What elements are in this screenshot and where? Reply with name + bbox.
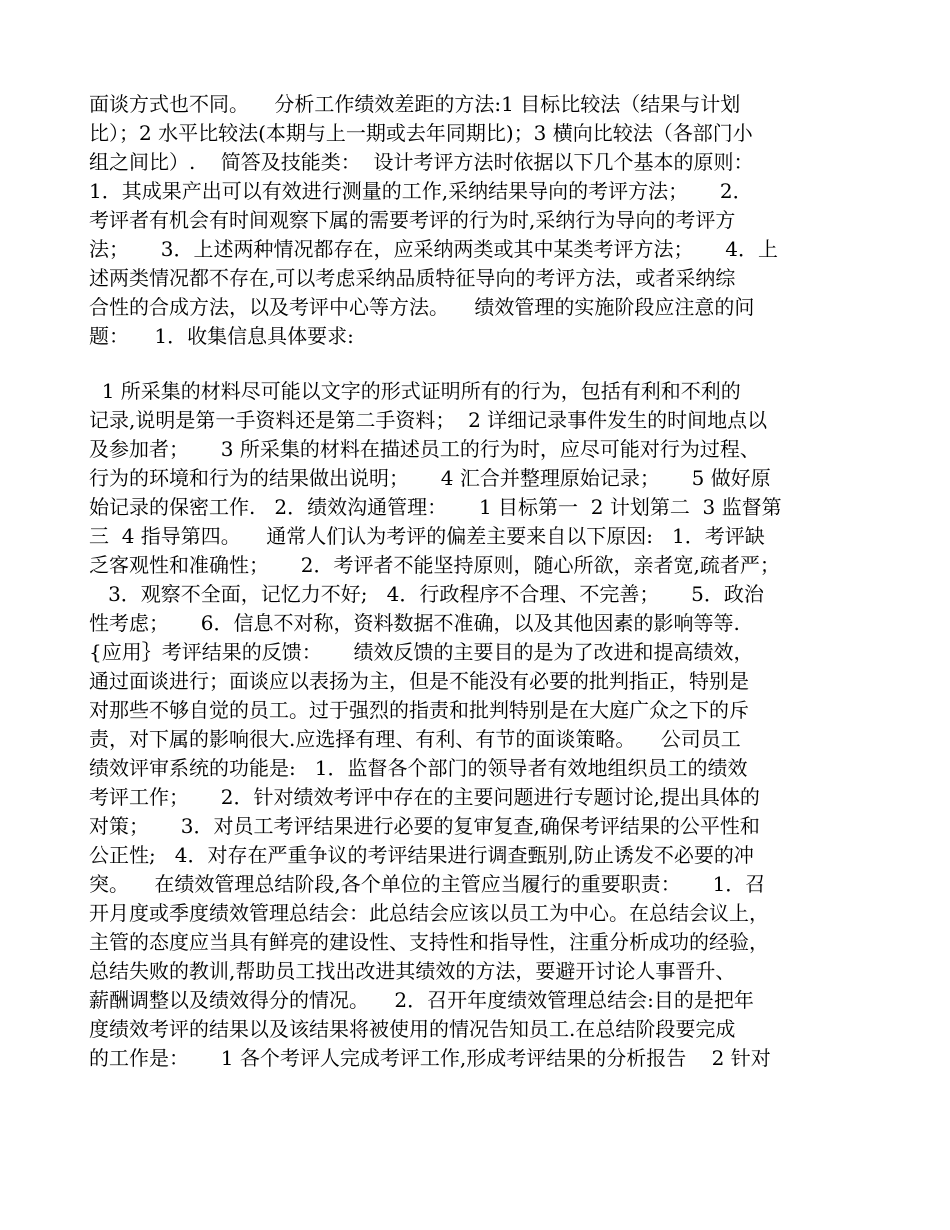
text-line: 考评者有机会有时间观察下属的需要考评的行为时,采纳行为导向的考评方 xyxy=(89,208,736,232)
text-line: 总结失败的教训,帮助员工找出改进其绩效的方法，要避开讨论人事晋升、 xyxy=(89,959,736,983)
text-line: 度绩效考评的结果以及该结果将被使用的情况告知员工.在总结阶段要完成 xyxy=(89,1017,736,1041)
text-line: 薪酬调整以及绩效得分的情况。 2．召开年度绩效管理总结会:目的是把年 xyxy=(89,988,754,1012)
text-line: 绩效评审系统的功能是: 1．监督各个部门的领导者有效地组织员工的绩效 xyxy=(89,756,748,780)
text-line: 性考虑； 6．信息不对称，资料数据不准确，以及其他因素的影响等等. xyxy=(89,611,740,635)
text-line: 法； 3．上述两种情况都存在，应采纳两类或其中某类考评方法； 4．上 xyxy=(89,237,779,261)
text-line: 1．其成果产出可以有效进行测量的工作,采纳结果导向的考评方法； 2． xyxy=(89,179,753,203)
text-line: 乏客观性和准确性； 2．考评者不能坚持原则，随心所欲，亲者宽,疏者严； xyxy=(89,553,780,577)
text-line: 的工作是： 1 各个考评人完成考评工作,形成考评结果的分析报告 2 针对 xyxy=(89,1046,771,1070)
text-line: 1 所采集的材料尽可能以文字的形式证明所有的行为，包括有利和不利的 xyxy=(89,379,741,403)
text-line: 行为的环境和行为的结果做出说明； 4 汇合并整理原始记录； 5 做好原 xyxy=(89,466,771,490)
text-line: 突。 在绩效管理总结阶段,各个单位的主管应当履行的重要职责： 1．召 xyxy=(89,872,766,896)
text-line: 对那些不够自觉的员工。过于强烈的指责和批判特别是在大庭广众之下的斥 xyxy=(89,698,749,722)
text-line: 公正性; 4．对存在严重争议的考评结果进行调查甄别,防止诱发不必要的冲 xyxy=(89,843,754,867)
text-line: 始记录的保密工作. 2．绩效沟通管理： 1 目标第一 2 计划第二 3 监督第 xyxy=(89,495,782,519)
text-line: 通过面谈进行；面谈应以表扬为主，但是不能没有必要的批判指正，特别是 xyxy=(89,669,749,693)
text-line: 题： 1．收集信息具体要求: xyxy=(89,324,354,348)
text-line: 考评工作； 2．针对绩效考评中存在的主要问题进行专题讨论,提出具体的 xyxy=(89,785,760,809)
text-line: {应用｝考评结果的反馈： 绩效反馈的主要目的是为了改进和提高绩效， xyxy=(89,640,754,664)
text-line: 对策； 3．对员工考评结果进行必要的复审复查,确保考评结果的公平性和 xyxy=(89,814,760,838)
text-line: 责，对下属的影响很大.应选择有理、有利、有节的面谈策略。 公司员工 xyxy=(89,727,741,751)
text-line: 述两类情况都不存在,可以考虑采纳品质特征导向的考评方法，或者采纳综 xyxy=(89,266,736,290)
text-line: 开月度或季度绩效管理总结会：此总结会应该以员工为中心。在总结会议上， xyxy=(89,901,769,925)
text-line: 合性的合成方法，以及考评中心等方法。 绩效管理的实施阶段应注意的问 xyxy=(89,295,755,319)
text-line: 3．观察不全面，记忆力不好; 4．行政程序不合理、不完善； 5．政治 xyxy=(89,582,764,606)
text-line: 主管的态度应当具有鲜亮的建设性、支持性和指导性，注重分析成功的经验， xyxy=(89,930,769,954)
text-line: 记录,说明是第一手资料还是第二手资料； 2 详细记录事件发生的时间地点以 xyxy=(89,408,768,432)
text-line: 及参加者； 3 所采集的材料在描述员工的行为时，应尽可能对行为过程、 xyxy=(89,437,760,461)
text-line: 三 4 指导第四。 通常人们认为考评的偏差主要来自以下原因: 1．考评缺 xyxy=(89,524,765,548)
text-line: 面谈方式也不同。 分析工作绩效差距的方法:1 目标比较法（结果与计划 xyxy=(89,92,741,116)
text-line: 组之间比）. 简答及技能类： 设计考评方法时依据以下几个基本的原则： xyxy=(89,150,754,174)
text-line: 比）；2 水平比较法(本期与上一期或去年同期比)；3 横向比较法（各部门小 xyxy=(89,121,753,145)
